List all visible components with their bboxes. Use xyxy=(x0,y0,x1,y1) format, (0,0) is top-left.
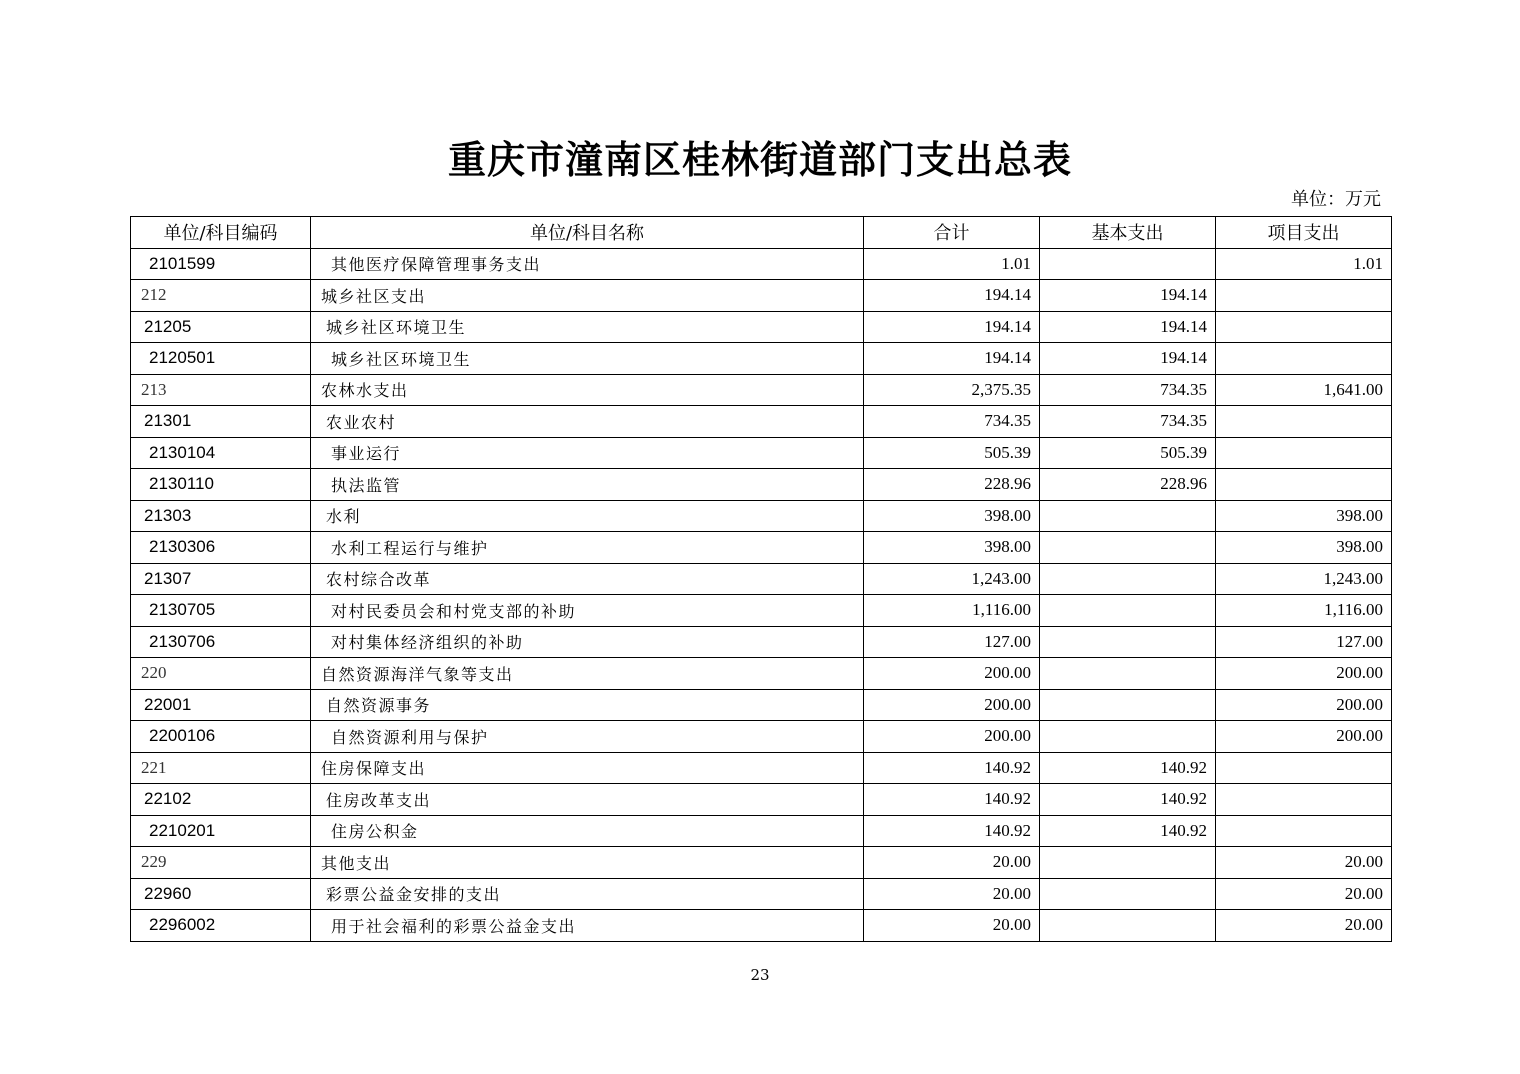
row-name: 自然资源利用与保护 xyxy=(311,721,864,753)
row-basic: 140.92 xyxy=(1040,752,1216,784)
row-basic xyxy=(1040,532,1216,564)
header-total: 合计 xyxy=(864,217,1040,249)
row-project: 398.00 xyxy=(1216,532,1392,564)
row-project xyxy=(1216,437,1392,469)
row-basic xyxy=(1040,847,1216,879)
row-project: 127.00 xyxy=(1216,626,1392,658)
row-project xyxy=(1216,343,1392,375)
row-project: 20.00 xyxy=(1216,878,1392,910)
page-number: 23 xyxy=(750,966,770,984)
row-project: 20.00 xyxy=(1216,847,1392,879)
row-basic xyxy=(1040,878,1216,910)
row-project: 200.00 xyxy=(1216,721,1392,753)
row-total: 505.39 xyxy=(864,437,1040,469)
table-row xyxy=(131,784,1392,816)
row-basic: 194.14 xyxy=(1040,343,1216,375)
table-row xyxy=(131,406,1392,438)
row-project: 1,243.00 xyxy=(1216,563,1392,595)
row-project: 398.00 xyxy=(1216,500,1392,532)
row-name: 其他支出 xyxy=(311,847,864,879)
row-code: 2101599 xyxy=(131,248,311,280)
row-name: 对村集体经济组织的补助 xyxy=(311,626,864,658)
table-row xyxy=(131,752,1392,784)
header-project: 项目支出 xyxy=(1216,217,1392,249)
row-project xyxy=(1216,469,1392,501)
header-basic: 基本支出 xyxy=(1040,217,1216,249)
row-name: 农业农村 xyxy=(311,406,864,438)
row-name: 住房保障支出 xyxy=(311,752,864,784)
table-row xyxy=(131,689,1392,721)
row-code: 212 xyxy=(131,280,311,312)
row-name: 自然资源海洋气象等支出 xyxy=(311,658,864,690)
row-code: 21303 xyxy=(131,500,311,532)
row-project: 200.00 xyxy=(1216,658,1392,690)
row-basic xyxy=(1040,500,1216,532)
row-name: 住房公积金 xyxy=(311,815,864,847)
header-code: 单位/科目编码 xyxy=(131,217,311,249)
row-project: 20.00 xyxy=(1216,910,1392,942)
row-total: 734.35 xyxy=(864,406,1040,438)
row-code: 21301 xyxy=(131,406,311,438)
row-code: 21307 xyxy=(131,563,311,595)
row-name: 住房改革支出 xyxy=(311,784,864,816)
row-code: 2296002 xyxy=(131,910,311,942)
row-total: 140.92 xyxy=(864,752,1040,784)
row-name: 农林水支出 xyxy=(311,374,864,406)
row-total: 398.00 xyxy=(864,500,1040,532)
row-name: 城乡社区环境卫生 xyxy=(311,311,864,343)
row-code: 21205 xyxy=(131,311,311,343)
row-project xyxy=(1216,752,1392,784)
row-project xyxy=(1216,784,1392,816)
table-row xyxy=(131,248,1392,280)
row-basic xyxy=(1040,689,1216,721)
row-code: 22960 xyxy=(131,878,311,910)
row-code: 2130306 xyxy=(131,532,311,564)
row-name: 水利工程运行与维护 xyxy=(311,532,864,564)
row-code: 2130706 xyxy=(131,626,311,658)
table-header-row xyxy=(131,217,1392,249)
row-code: 22001 xyxy=(131,689,311,721)
row-code: 213 xyxy=(131,374,311,406)
row-basic: 194.14 xyxy=(1040,280,1216,312)
table-row xyxy=(131,469,1392,501)
row-name: 用于社会福利的彩票公益金支出 xyxy=(311,910,864,942)
row-total: 228.96 xyxy=(864,469,1040,501)
row-code: 221 xyxy=(131,752,311,784)
row-basic: 140.92 xyxy=(1040,784,1216,816)
row-total: 194.14 xyxy=(864,311,1040,343)
row-total: 194.14 xyxy=(864,280,1040,312)
row-basic xyxy=(1040,910,1216,942)
row-name: 城乡社区环境卫生 xyxy=(311,343,864,375)
row-total: 2,375.35 xyxy=(864,374,1040,406)
expense-table xyxy=(130,216,1392,942)
row-name: 对村民委员会和村党支部的补助 xyxy=(311,595,864,627)
row-name: 事业运行 xyxy=(311,437,864,469)
row-basic xyxy=(1040,626,1216,658)
row-name: 城乡社区支出 xyxy=(311,280,864,312)
table-row xyxy=(131,532,1392,564)
row-project xyxy=(1216,280,1392,312)
row-basic: 734.35 xyxy=(1040,406,1216,438)
table-row xyxy=(131,563,1392,595)
row-name: 其他医疗保障管理事务支出 xyxy=(311,248,864,280)
row-project xyxy=(1216,815,1392,847)
row-basic xyxy=(1040,563,1216,595)
row-total: 398.00 xyxy=(864,532,1040,564)
row-name: 彩票公益金安排的支出 xyxy=(311,878,864,910)
row-basic xyxy=(1040,248,1216,280)
page-title: 重庆市潼南区桂林街道部门支出总表 xyxy=(447,137,1072,182)
row-total: 194.14 xyxy=(864,343,1040,375)
row-code: 2120501 xyxy=(131,343,311,375)
row-code: 2130110 xyxy=(131,469,311,501)
table-row xyxy=(131,500,1392,532)
row-project: 1,116.00 xyxy=(1216,595,1392,627)
row-code: 2210201 xyxy=(131,815,311,847)
table-row xyxy=(131,878,1392,910)
table-row xyxy=(131,910,1392,942)
row-basic xyxy=(1040,595,1216,627)
table-body xyxy=(131,248,1392,941)
row-total: 20.00 xyxy=(864,878,1040,910)
row-code: 22102 xyxy=(131,784,311,816)
table-row xyxy=(131,374,1392,406)
row-total: 200.00 xyxy=(864,689,1040,721)
row-total: 140.92 xyxy=(864,784,1040,816)
row-total: 20.00 xyxy=(864,847,1040,879)
row-code: 2130104 xyxy=(131,437,311,469)
row-name: 农村综合改革 xyxy=(311,563,864,595)
table-row xyxy=(131,311,1392,343)
row-project xyxy=(1216,311,1392,343)
row-total: 200.00 xyxy=(864,658,1040,690)
table-row xyxy=(131,626,1392,658)
row-code: 2200106 xyxy=(131,721,311,753)
table-row xyxy=(131,847,1392,879)
row-total: 127.00 xyxy=(864,626,1040,658)
row-total: 200.00 xyxy=(864,721,1040,753)
row-total: 1.01 xyxy=(864,248,1040,280)
row-project xyxy=(1216,406,1392,438)
row-basic: 140.92 xyxy=(1040,815,1216,847)
row-basic: 505.39 xyxy=(1040,437,1216,469)
row-basic: 734.35 xyxy=(1040,374,1216,406)
row-project: 200.00 xyxy=(1216,689,1392,721)
row-project: 1,641.00 xyxy=(1216,374,1392,406)
table-row xyxy=(131,437,1392,469)
row-code: 229 xyxy=(131,847,311,879)
row-total: 20.00 xyxy=(864,910,1040,942)
row-name: 自然资源事务 xyxy=(311,689,864,721)
row-project: 1.01 xyxy=(1216,248,1392,280)
table-row xyxy=(131,721,1392,753)
unit-label: 单位：万元 xyxy=(1291,189,1381,210)
row-total: 1,243.00 xyxy=(864,563,1040,595)
row-basic: 228.96 xyxy=(1040,469,1216,501)
row-basic xyxy=(1040,721,1216,753)
row-basic xyxy=(1040,658,1216,690)
row-name: 水利 xyxy=(311,500,864,532)
row-basic: 194.14 xyxy=(1040,311,1216,343)
table-row xyxy=(131,280,1392,312)
table-row xyxy=(131,815,1392,847)
row-name: 执法监管 xyxy=(311,469,864,501)
table-row xyxy=(131,658,1392,690)
table-row xyxy=(131,595,1392,627)
header-name: 单位/科目名称 xyxy=(311,217,864,249)
row-total: 1,116.00 xyxy=(864,595,1040,627)
row-code: 220 xyxy=(131,658,311,690)
row-total: 140.92 xyxy=(864,815,1040,847)
table-row xyxy=(131,343,1392,375)
row-code: 2130705 xyxy=(131,595,311,627)
